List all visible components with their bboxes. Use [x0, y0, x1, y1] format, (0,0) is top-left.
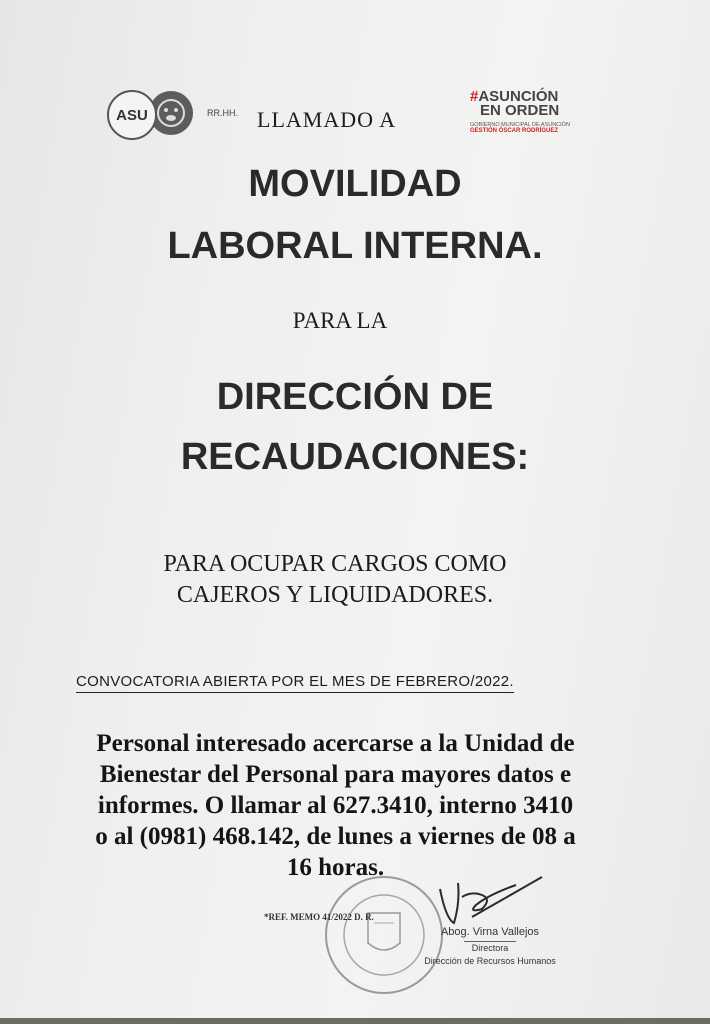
- memo-reference: *REF. MEMO 41/2022 D. R.: [264, 912, 374, 922]
- direction-line-2: RECAUDACIONES:: [180, 436, 530, 478]
- asu-logo-text: ASU: [107, 90, 157, 140]
- intro-heading: LLAMADO A: [257, 107, 397, 132]
- signature-block: [400, 926, 580, 966]
- body-line-3: informes. O llamar al 627.3410, interno 3410: [97, 792, 574, 819]
- table-edge: [0, 1018, 710, 1024]
- hashtag-icon: #: [470, 88, 479, 105]
- handwritten-signature: [432, 867, 552, 927]
- signer-role: Directora: [464, 941, 517, 953]
- positions-line-2: CAJEROS Y LIQUIDADORES.: [176, 582, 494, 608]
- body-line-4: o al (0981) 468.142, de lunes a viernes de 08 a: [95, 823, 576, 850]
- direction-line-1: DIRECCIÓN DE: [216, 376, 494, 418]
- body-line-2: Bienestar del Personal para mayores datos e: [99, 761, 572, 788]
- logo-subtitle-2: GESTIÓN ÓSCAR RODRÍGUEZ: [470, 128, 559, 134]
- logo-title-line2: EN ORDEN: [480, 102, 560, 119]
- asuncion-en-orden-logo: [470, 90, 600, 134]
- connector-text: PARA LA: [292, 308, 388, 333]
- signer-department: Dirección de Recursos Humanos: [424, 956, 556, 966]
- body-line-5: 16 horas.: [286, 854, 385, 881]
- asu-logo: [107, 90, 197, 138]
- logo-title-line1: ASUNCIÓN: [478, 88, 559, 105]
- positions-text: [0, 549, 670, 611]
- positions-line-1: PARA OCUPAR CARGOS COMO: [163, 551, 507, 577]
- logo-subtitle-1: GOBIERNO MUNICIPAL DE ASUNCIÓN: [470, 122, 570, 128]
- title-line-1: MOVILIDAD: [248, 163, 462, 205]
- title-line-2: LABORAL INTERNA.: [167, 225, 543, 267]
- signer-name: Abog. Virna Vallejos: [440, 926, 540, 938]
- body-paragraph: [68, 728, 603, 883]
- convocatoria-notice: CONVOCATORIA ABIERTA POR EL MES DE FEBRERO/2022.: [76, 673, 514, 693]
- department-label: RR.HH.: [207, 108, 238, 118]
- body-line-1: Personal interesado acercarse a la Unidad de: [96, 730, 575, 757]
